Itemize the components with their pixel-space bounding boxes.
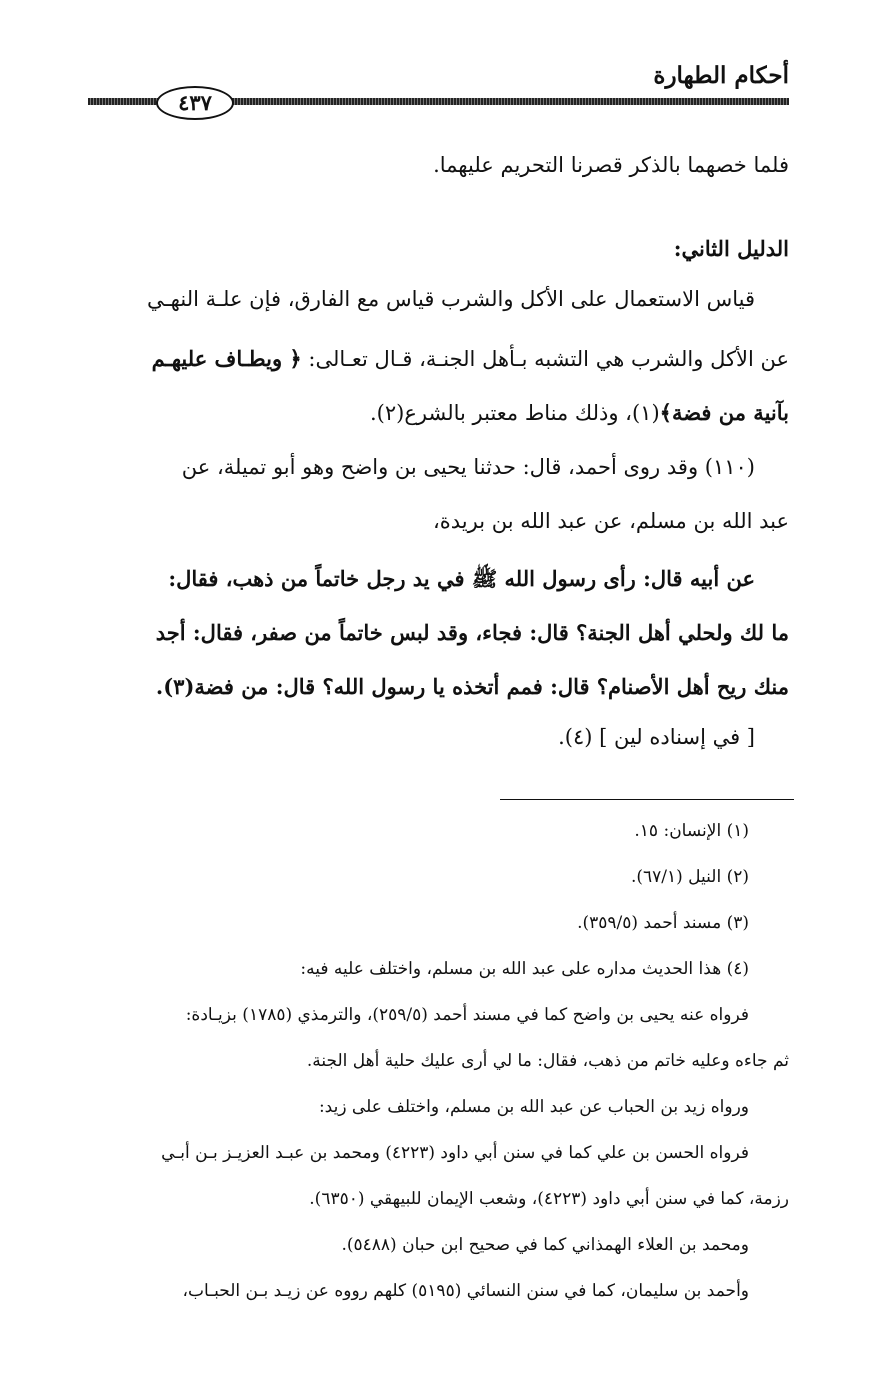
section-heading: الدليل الثاني: xyxy=(673,236,789,261)
running-title: أحكام الطهارة xyxy=(653,62,789,89)
footnote: (١) الإنسان: ١٥. xyxy=(634,821,749,841)
text-span: (١)، وذلك مناط معتبر بالشرع(٢). xyxy=(370,401,660,425)
text-line: عبد الله بن مسلم، عن عبد الله بن بريدة، xyxy=(432,509,789,533)
footnote-text: رزمة، كما في سنن أبي داود (٤٢٢٣)، وشعب الإيمان للبيهقي (٦٣٥٠). xyxy=(309,1189,789,1209)
footnote: (٣) مسند أحمد (٣٥٩/٥). xyxy=(577,913,749,933)
footnote-text: ومحمد بن العلاء الهمذاني كما في صحيح ابن حبان (٥٤٨٨). xyxy=(341,1235,749,1255)
footnotes xyxy=(77,808,789,1314)
main-text xyxy=(77,140,789,762)
text-line: (١١٠) وقد روى أحمد، قال: حدثنا يحيى بن واضح وهو أبو تميلة، عن xyxy=(181,455,755,479)
footnote-text: فرواه عنه يحيى بن واضح كما في مسند أحمد (٢٥٩/٥)، والترمذي (١٧٨٥) بزيـادة: xyxy=(185,1005,749,1025)
hadith-line: عن أبيه قال: رأى رسول الله ﷺ في يد رجل خاتماً من ذهب، فقال: xyxy=(168,566,755,591)
footnote-text: وأحمد بن سليمان، كما في سنن النسائي (٥١٩٥) كلهم رووه عن زيـد بـن الحبـاب، xyxy=(182,1281,749,1301)
footnote: (٢) النيل (٦٧/١). xyxy=(630,867,749,887)
footnote-text: ورواه زيد بن الحباب عن عبد الله بن مسلم، واختلف على زيد: xyxy=(318,1097,749,1117)
quran-verse: بآنية من فضة﴾ xyxy=(659,400,789,425)
text-line xyxy=(77,388,789,438)
footnote-text: فرواه الحسن بن علي كما في سنن أبي داود (٤٢٢٣) ومحمد بن عبـد العزيـز بـن أبـي xyxy=(161,1143,749,1163)
text-line: فلما خصهما بالذكر قصرنا التحريم عليهما. xyxy=(433,153,789,177)
page-header xyxy=(0,0,873,130)
page-number: ٤٣٧ xyxy=(156,86,234,120)
footnote-text: ثم جاءه وعليه خاتم من ذهب، فقال: ما لي أرى عليك حلية أهل الجنة. xyxy=(306,1051,789,1071)
hadith-line: ما لك ولحلي أهل الجنة؟ قال: فجاء، وقد لبس خاتماً من صفر، فقال: أجد xyxy=(155,620,789,645)
footnote-separator xyxy=(500,799,794,800)
text-span: عن الأكل والشرب هي التشبه بـأهل الجنـة، قـال تعـالى: xyxy=(301,347,789,371)
text-line: قياس الاستعمال على الأكل والشرب قياس مع الفارق، فإن علـة النهـي xyxy=(147,287,755,311)
footnote: (٤) هذا الحديث مداره على عبد الله بن مسلم، واختلف عليه فيه: xyxy=(300,959,749,979)
text-line xyxy=(77,334,789,384)
hadith-line: منك ريح أهل الأصنام؟ قال: فمم أتخذه يا رسول الله؟ قال: من فضة(٣). xyxy=(155,674,789,699)
grading-note: [ في إسناده لين ] (٤). xyxy=(558,725,755,749)
quran-verse: ﴿ ويطـاف عليهـم xyxy=(151,346,302,371)
